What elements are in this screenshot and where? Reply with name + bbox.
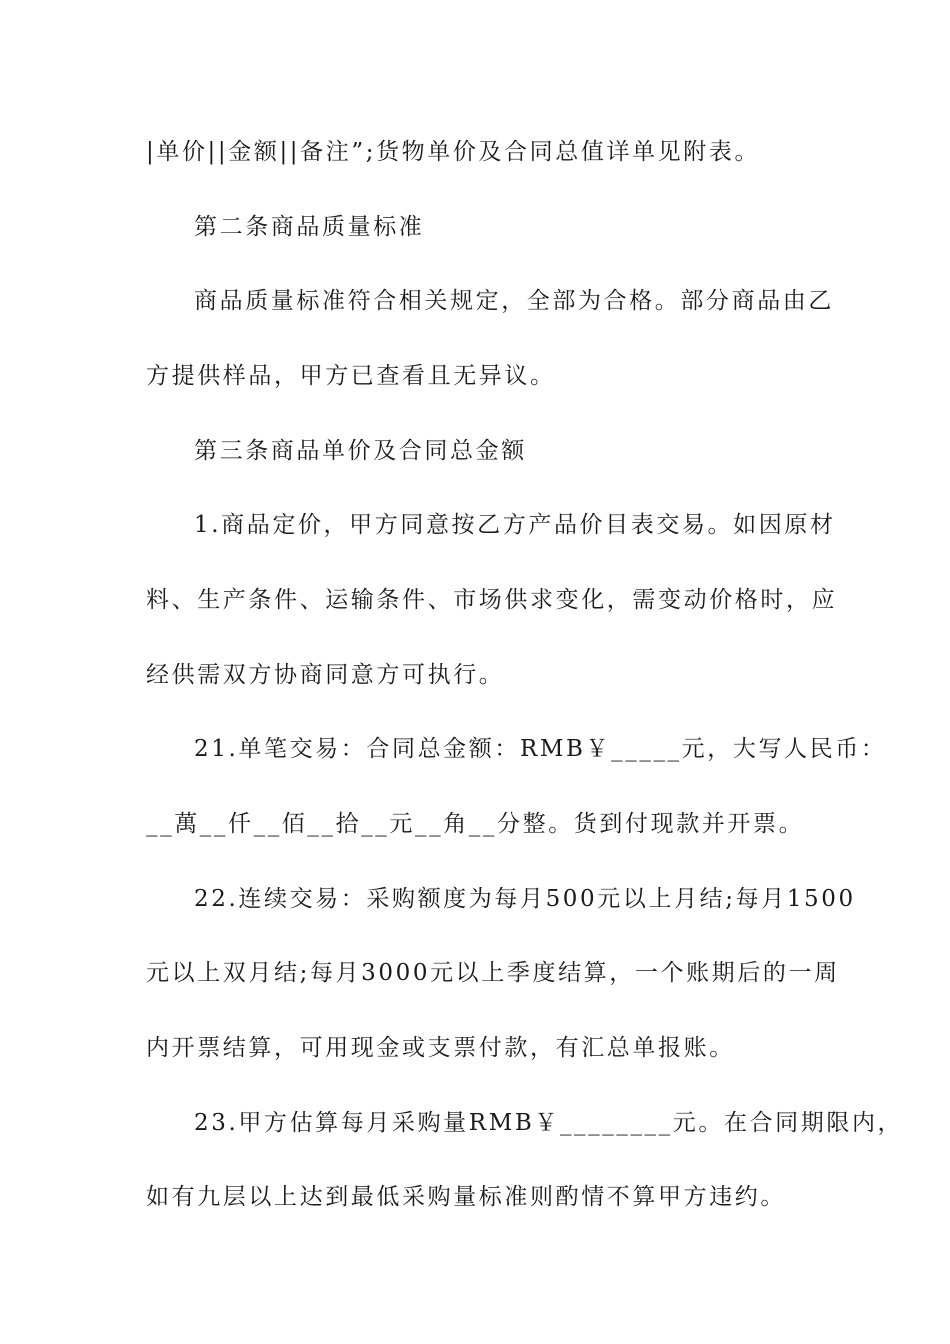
text-line-price-table-note: |单价||金额||备注”;货物单价及合同总值详单见附表。: [146, 139, 761, 165]
text-line-quality-standard-1: 商品质量标准符合相关规定，全部为合格。部分商品由乙: [194, 288, 834, 314]
text-line-pricing-3: 经供需双方协商同意方可执行。: [146, 662, 505, 688]
text-line-continuous-transaction-2: 元以上双月结;每月3000元以上季度结算，一个账期后的一周: [146, 960, 840, 986]
text-line-single-transaction-1: 21.单笔交易：合同总金额：RMB￥_____元，大写人民币：: [194, 736, 887, 762]
text-line-monthly-estimate-2: 如有九层以上达到最低采购量标准则酌情不算甲方违约。: [146, 1184, 786, 1210]
text-line-continuous-transaction-3: 内开票结算，可用现金或支票付款，有汇总单报账。: [146, 1035, 735, 1061]
heading-article-2-quality: 第二条商品质量标准: [194, 214, 425, 240]
text-line-continuous-transaction-1: 22.连续交易：采购额度为每月500元以上月结;每月1500: [194, 886, 856, 912]
text-line-pricing-1: 1.商品定价，甲方同意按乙方产品价目表交易。如因原材: [194, 512, 836, 538]
text-line-single-transaction-2: __萬__仟__佰__拾__元__角__分整。货到付现款并开票。: [146, 811, 805, 837]
text-line-pricing-2: 料、生产条件、运输条件、市场供求变化，需变动价格时，应: [146, 587, 838, 613]
text-line-monthly-estimate-1: 23.甲方估算每月采购量RMB￥________元。在合同期限内，: [194, 1110, 904, 1136]
text-line-quality-standard-2: 方提供样品，甲方已查看且无异议。: [146, 363, 556, 389]
heading-article-3-price: 第三条商品单价及合同总金额: [194, 438, 527, 464]
